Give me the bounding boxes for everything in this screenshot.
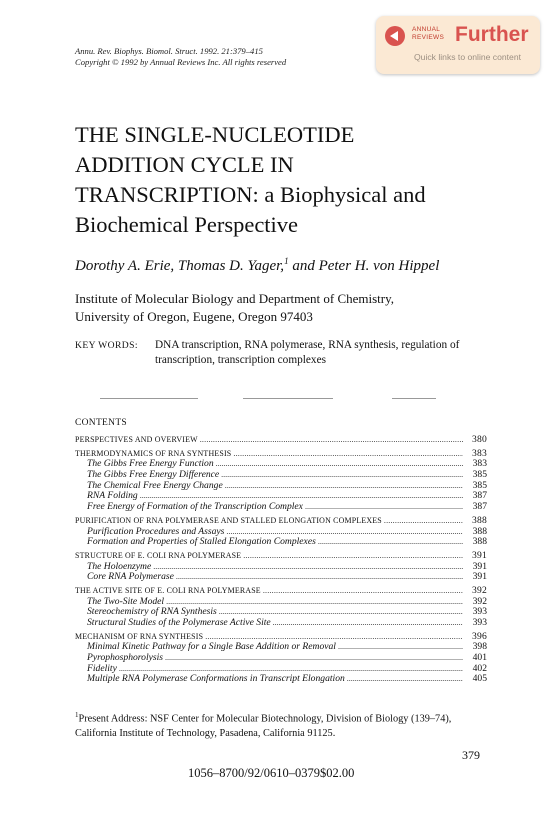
toc-page-number: 393 [472,606,487,618]
keywords-text: DNA transcription, RNA polymerase, RNA synthesis, regulation of transcription, transcription complexes [155,339,460,366]
toc-subsection[interactable] [75,653,487,664]
toc-entry-title: Purification Procedures and Assays [87,525,225,537]
annual-label: ANNUAL [412,26,441,33]
contents-heading: CONTENTS [75,418,128,428]
toc-entry-title: The Holoenzyme [87,560,152,572]
play-icon [385,26,405,46]
toc-entry-title: RNA Folding [87,490,138,502]
citation-line-2: Copyright © 1992 by Annual Reviews Inc. All rights reserved [75,56,287,67]
toc-entry-title: MECHANISM OF RNA SYNTHESIS [75,631,204,641]
article-title [75,120,515,240]
toc-section[interactable] [75,516,487,527]
toc-page-number: 405 [472,673,487,685]
citation-line-1: Annu. Rev. Biophys. Biomol. Struct. 1992. 21:379–415 [75,46,263,56]
authors [75,256,439,275]
toc-subsection[interactable] [75,572,487,583]
further-label: Further [455,23,529,46]
toc-leader-dots [165,653,463,664]
toc-entry-title: Pyrophosphorolysis [87,652,164,664]
divider [392,398,436,399]
further-annual-reviews-badge[interactable] [376,16,540,74]
toc-entry-title: The Gibbs Free Energy Function [87,458,214,470]
toc-subsection[interactable] [75,618,487,629]
toc-entry-title: PERSPECTIVES AND OVERVIEW [75,435,198,444]
toc-entry-title: Structural Studies of the Polymerase Active Site [87,617,271,628]
quick-links-label: Quick links to online content [414,52,522,62]
page-number: 379 [462,748,480,762]
toc-page-number: 385 [472,469,487,481]
authors-part: Dorothy A. Erie, Thomas D. Yager, [75,258,285,274]
toc-entry-title: The Two-Site Model [87,595,165,607]
toc-page-number: 402 [472,662,487,674]
toc-section[interactable] [75,551,487,562]
toc-leader-dots [305,502,463,513]
toc-leader-dots [153,562,463,573]
toc-entry-title: Core RNA Polymerase [87,571,174,583]
toc-leader-dots [233,449,463,460]
toc-page-number: 387 [472,490,487,502]
toc-leader-dots [338,642,463,653]
toc-leader-dots [384,516,463,527]
annual-reviews-label [412,26,444,41]
price-code: 1056–8700/92/0610–0379$02.00 [188,766,355,780]
toc-entry-title: Fidelity [87,662,117,674]
toc-entry-title: Stereochemistry of RNA Synthesis [87,606,217,618]
toc-entry-title: PURIFICATION OF RNA POLYMERASE AND STALLED ELONGATION COMPLEXES [75,515,382,525]
divider [100,398,198,399]
toc-subsection[interactable] [75,674,487,685]
table-of-contents [75,432,487,685]
toc-page-number: 388 [472,525,487,537]
toc-page-number: 383 [472,447,487,459]
footnote-marker: 1 [75,711,79,719]
affiliation [75,290,394,326]
toc-page-number: 388 [472,514,487,526]
toc-leader-dots [225,481,463,492]
toc-entry-title: THERMODYNAMICS OF RNA SYNTHESIS [75,448,232,458]
affiliation-line: Institute of Molecular Biology and Department of Chemistry, [75,291,395,306]
toc-entry-title: The Gibbs Free Energy Difference [87,469,220,481]
toc-section[interactable] [75,435,487,446]
toc-page-number: 385 [472,479,487,491]
title-line: Biochemical Perspective [75,212,299,237]
affiliation-line: University of Oregon, Eugene, Oregon 97403 [75,309,313,324]
toc-page-number: 380 [472,434,487,445]
toc-page-number: 396 [472,630,487,642]
toc-entry-title: STRUCTURE OF E. COLI RNA POLYMERASE [75,550,242,560]
toc-leader-dots [273,618,463,629]
authors-part: and Peter H. von Hippel [288,258,440,274]
journal-citation [75,46,286,67]
toc-leader-dots [176,572,463,583]
toc-subsection[interactable] [75,537,487,548]
title-line: THE SINGLE-NUCLEOTIDE [75,122,355,147]
toc-leader-dots [221,470,463,481]
toc-leader-dots [200,435,463,446]
author-footnote-marker: 1 [284,256,289,266]
toc-entry-title: THE ACTIVE SITE OF E. COLI RNA POLYMERASE [75,585,261,595]
title-line: TRANSCRIPTION: a Biophysical and [75,182,426,207]
reviews-label: REVIEWS [412,33,445,41]
toc-subsection[interactable] [75,502,487,513]
toc-leader-dots [243,551,463,562]
toc-entry-title: Minimal Kinetic Pathway for a Single Base Addition or Removal [87,641,336,653]
toc-page-number: 391 [472,560,487,572]
footnote-text: Present Address: NSF Center for Molecular Biotechnology, Division of Biology (139–74), California Institute of Technology, Pasadena, California 91125. [75,713,452,740]
footnote [75,708,487,741]
toc-entry-title: Multiple RNA Polymerase Conformations in Transcript Elongation [87,673,345,685]
title-line: ADDITION CYCLE IN [75,152,294,177]
toc-leader-dots [347,674,463,685]
toc-page-number: 401 [472,652,487,664]
toc-leader-dots [216,459,463,470]
toc-page-number: 393 [472,617,487,628]
toc-page-number: 392 [472,584,487,596]
toc-page-number: 387 [472,501,487,513]
toc-entry-title: The Chemical Free Energy Change [87,479,223,491]
toc-entry-title: Free Energy of Formation of the Transcription Complex [87,501,303,513]
toc-entry-title: Formation and Properties of Stalled Elongation Complexes [87,536,316,548]
toc-leader-dots [263,586,463,597]
keywords-label: KEY WORDS: [75,340,138,351]
toc-leader-dots [318,537,463,548]
toc-page-number: 383 [472,458,487,470]
toc-page-number: 388 [472,536,487,548]
toc-page-number: 391 [472,549,487,561]
divider [243,398,333,399]
toc-page-number: 398 [472,641,487,653]
toc-page-number: 392 [472,595,487,607]
toc-page-number: 391 [472,571,487,583]
